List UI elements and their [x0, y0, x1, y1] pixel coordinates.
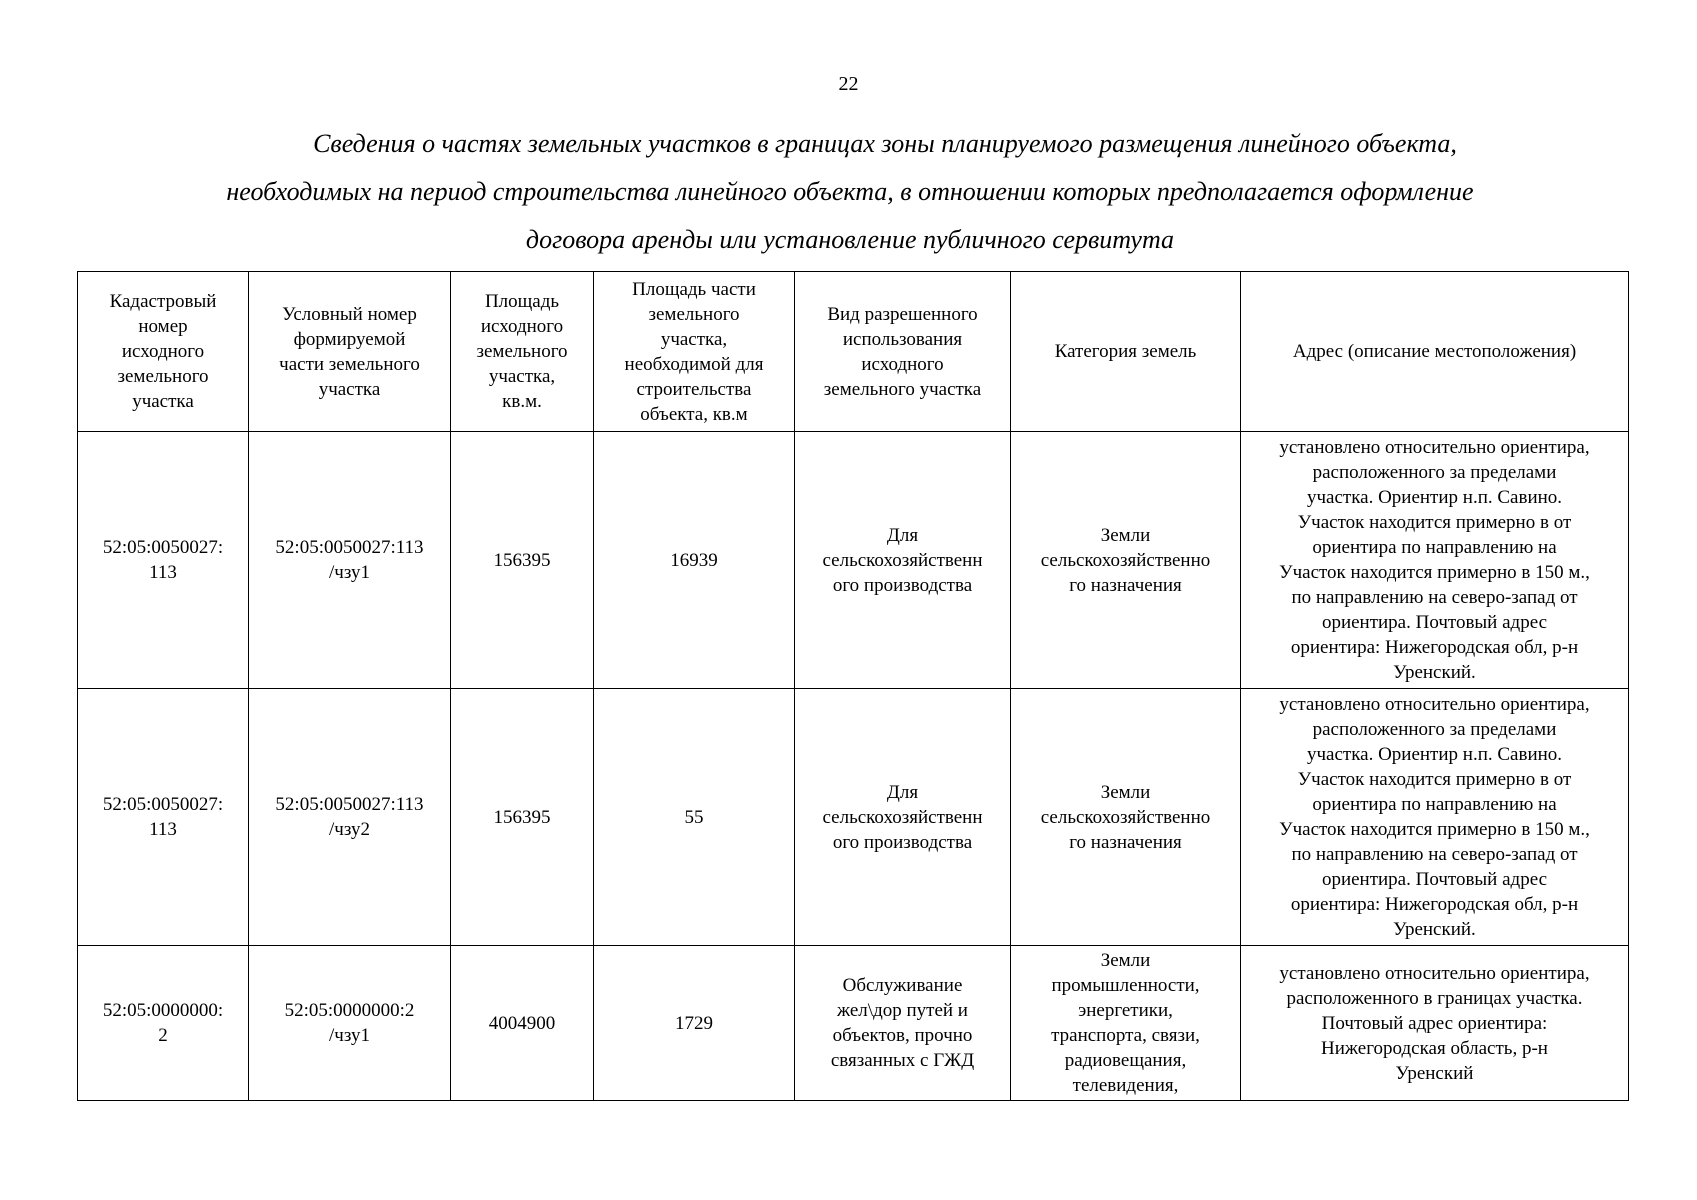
table-row: [78, 946, 1629, 1101]
land-category-text: Земли промышленности, энергетики, транспорта, связи, радиовещания, телевидения,: [1051, 950, 1200, 1096]
cell-cadastral-number: [78, 432, 249, 689]
header-part-area: [594, 272, 795, 432]
address-text: установлено относительно ориентира, расположенного за пределами участка. Ориентир н.п. Савино. Участок находится примерно в от ориентира по направлению на Участок находится примерно в 150 м., по направлению на северо-запад от ориентира. Почтовый адрес ориентира: Нижегородская обл, р-н Уренский.: [1279, 437, 1590, 683]
cell-conditional-number: [249, 946, 451, 1101]
page-number: 22: [838, 73, 859, 95]
cadastral-number-text: 52:05:0000000: 2: [102, 1000, 224, 1046]
part-area-text: 16939: [670, 549, 718, 571]
table-row: [78, 689, 1629, 946]
header-permitted-use: [795, 272, 1011, 432]
cell-conditional-number: [249, 689, 451, 946]
title-line-1: Сведения о частях земельных участков в границах зоны планируемого размещения линейного объекта,: [313, 129, 1457, 158]
cell-permitted-use: [795, 946, 1011, 1101]
header-cadastral-number-text: Кадастровый номер исходного земельного участка: [109, 291, 217, 412]
source-area-text: 156395: [493, 806, 551, 828]
source-area-text: 4004900: [488, 1012, 556, 1034]
document-title: [150, 120, 1550, 264]
part-area-text: 55: [684, 806, 704, 828]
cell-cadastral-number: [78, 689, 249, 946]
permitted-use-text: Для сельскохозяйственн ого производства: [822, 781, 983, 853]
header-part-area-text: Площадь части земельного участка, необходимой для строительства объекта, кв.м: [624, 278, 764, 425]
header-address-text: Адрес (описание местоположения): [1292, 341, 1577, 362]
conditional-number-text: 52:05:0000000:2 /чзу1: [284, 1000, 415, 1046]
header-source-area: [451, 272, 594, 432]
cell-source-area: [451, 432, 594, 689]
cadastral-number-text: 52:05:0050027: 113: [102, 537, 224, 583]
header-conditional-number-text: Условный номер формируемой части земельного участка: [279, 303, 420, 400]
header-source-area-text: Площадь исходного земельного участка, кв.м.: [476, 291, 568, 412]
header-conditional-number: [249, 272, 451, 432]
land-category-text: Земли сельскохозяйственно го назначения: [1040, 524, 1211, 596]
title-line-3: договора аренды или установление публичного сервитута: [525, 225, 1175, 254]
table-header-row: [78, 272, 1629, 432]
cell-source-area: [451, 946, 594, 1101]
cell-part-area: [594, 432, 795, 689]
cell-part-area: [594, 689, 795, 946]
title-line-2: необходимых на период строительства линейного объекта, в отношении которых предполагается оформление: [226, 177, 1474, 206]
source-area-text: 156395: [493, 549, 551, 571]
address-text: установлено относительно ориентира, расположенного в границах участка. Почтовый адрес ориентира: Нижегородская область, р-н Уренский: [1279, 962, 1590, 1084]
permitted-use-text: Обслуживание жел\дор путей и объектов, прочно связанных с ГЖД: [830, 975, 975, 1071]
cell-permitted-use: [795, 432, 1011, 689]
permitted-use-text: Для сельскохозяйственн ого производства: [822, 524, 983, 596]
land-category-text: Земли сельскохозяйственно го назначения: [1040, 781, 1211, 853]
land-parts-table: [77, 271, 1629, 1101]
table-row: [78, 432, 1629, 689]
header-address: [1241, 272, 1629, 432]
header-cadastral-number: [78, 272, 249, 432]
conditional-number-text: 52:05:0050027:113 /чзу1: [275, 537, 424, 583]
cell-address: [1241, 946, 1629, 1101]
conditional-number-text: 52:05:0050027:113 /чзу2: [275, 794, 424, 840]
cell-source-area: [451, 689, 594, 946]
cadastral-number-text: 52:05:0050027: 113: [102, 794, 224, 840]
address-text: установлено относительно ориентира, расположенного за пределами участка. Ориентир н.п. Савино. Участок находится примерно в от ориентира по направлению на Участок находится примерно в 150 м., по направлению на северо-запад от ориентира. Почтовый адрес ориентира: Нижегородская обл, р-н Уренский.: [1279, 694, 1590, 940]
cell-conditional-number: [249, 432, 451, 689]
cell-land-category: [1011, 946, 1241, 1101]
cell-land-category: [1011, 689, 1241, 946]
header-permitted-use-text: Вид разрешенного использования исходного земельного участка: [823, 303, 982, 400]
cell-part-area: [594, 946, 795, 1101]
part-area-text: 1729: [675, 1012, 713, 1034]
cell-permitted-use: [795, 689, 1011, 946]
header-land-category: [1011, 272, 1241, 432]
cell-address: [1241, 689, 1629, 946]
cell-land-category: [1011, 432, 1241, 689]
header-land-category-text: Категория земель: [1054, 341, 1197, 362]
cell-address: [1241, 432, 1629, 689]
cell-cadastral-number: [78, 946, 249, 1101]
